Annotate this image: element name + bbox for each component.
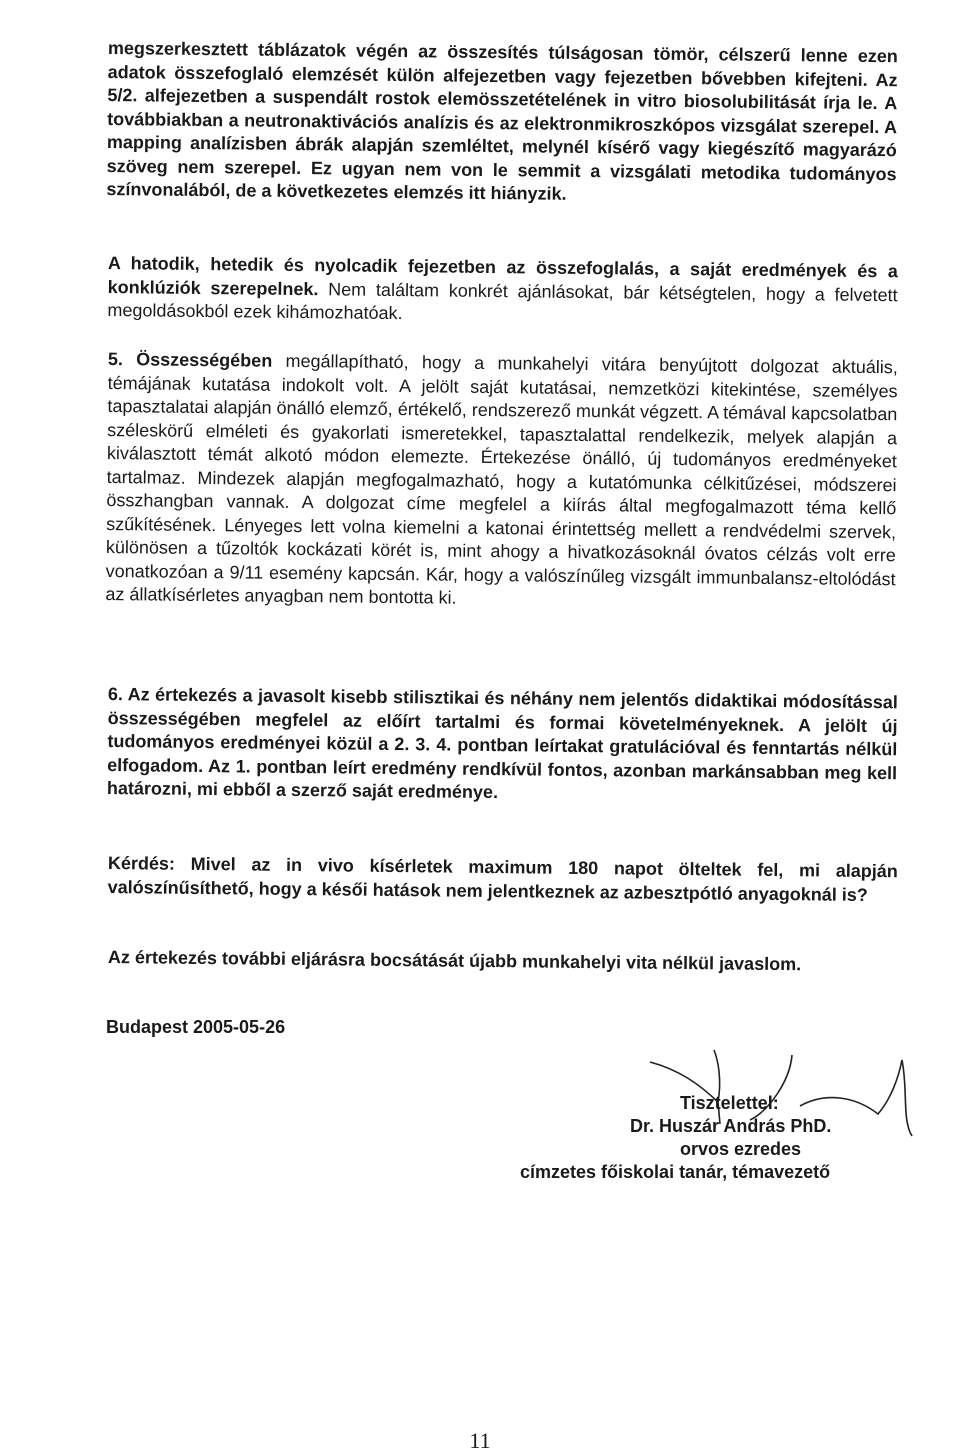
paragraph-recommendation: Az értekezés további eljárásra bocsátását újabb munkahelyi vita nélkül javaslom. [107, 946, 802, 975]
signature-greeting: Tisztelettel: [680, 1093, 779, 1113]
signature-rank: orvos ezredes [680, 1139, 802, 1159]
paragraph-evaluation: 6. Az értekezés a javasolt kisebb stilisztikai és néhány nem jelentős didaktikai módosítással összességében megfelel az előírt tartalmi és formai követelményeknek. A jelölt új tudományos eredményei közül a 2. 3. 4. pontban leírtakat gratulációval és fenntartás nélkül elfogadom. Az 1. pontban leírt eredmény rendkívül fontos, azonban markánsabban meg kell határozni, mi ebből a szerző saját eredménye. [106, 683, 898, 803]
signature-block [520, 1092, 900, 1184]
page-number: 11 [469, 1428, 491, 1453]
paragraph-summary-bold: 5. Összességében [107, 348, 273, 371]
date-line: Budapest 2005-05-26 [106, 1017, 286, 1037]
paragraph-chapters-bold: A hatodik, hetedik és nyolcadik fejezetben az összefoglalás, a saját eredmények és a konklúziók szerepelnek. [107, 252, 898, 299]
paragraph-analysis: megszerkesztett táblázatok végén az összesítés túlságosan tömör, célszerű lenne ezen adatok összefoglaló elemzését külön alfejezetben vagy fejezetben bővebben kifejteni. Az 5/2. alfejezetben a suspendált rostok elemösszetételének in vitro biosolubilitását írja le. A továbbiakban a neutronaktivációs analízis és az elektronmikroszkópos vizsgálat szerepel. A mapping analízisben ábrák alapján szemléltet, melynél kísérő vagy kiegészítő magyarázó szöveg nem szerepel. Ez ugyan nem von le semmit a vizsgálati metodika tudományos színvonalából, de a következetes elemzés itt hiányzik. [106, 37, 898, 204]
signature-title: címzetes főiskolai tanár, témavezető [520, 1162, 831, 1182]
signature-name: Dr. Huszár András PhD. [630, 1116, 832, 1136]
paragraph-question: Kérdés: Mivel az in vivo kísérletek maximum 180 napot ölteltek fel, mi alapján valószínűsíthető, hogy a késői hatások nem jelentkeznek az azbesztpótló anyagoknál is? [107, 852, 898, 905]
paragraph-summary-normal: megállapítható, hogy a munkahelyi vitára benyújtott dolgozat aktuális, témájának kutatása indokolt volt. A jelölt saját kutatásai, nemzetközi kitekintése, személyes tapasztalatai alapján önálló elemző, értékelő, rendszerező munkát végzett. A témával kapcsolatban széleskörű elméleti és gyakorlati ismeretekkel, tapasztalattal rendelkezik, melyek alapján a kiválasztott témát alkotó módon elemezte. Értekezése önálló, új tudományos eredményeket tartalmaz. Mindezek alapján megfogalmazható, hogy a kutatómunka célkitűzései, módszerei összhangban vannak. A dolgozat címe megfelel a kiírás által megfogalmazott téma kellő szűkítésének. Lényeges lett volna kiemelni a katonai érintettség mellett a rendvédelmi szervek, különösen a tűzoltók kockázati körét is, mint ahogy a hivatkozásoknál óvatos célzás volt erre vonatkozóan a 9/11 esemény kapcsán. Kár, hogy a valószínűleg vizsgált immunbalansz-eltolódást az állatkísérletes anyagban nem bontotta ki. [105, 350, 898, 608]
paragraph-summary [105, 348, 898, 615]
paragraph-chapters [107, 252, 898, 331]
paragraph-chapters-normal: Nem találtam konkrét ajánlásokat, bár kétségtelen, hogy a felvetett megoldásokból ezek kihámozhatóak. [107, 278, 898, 324]
